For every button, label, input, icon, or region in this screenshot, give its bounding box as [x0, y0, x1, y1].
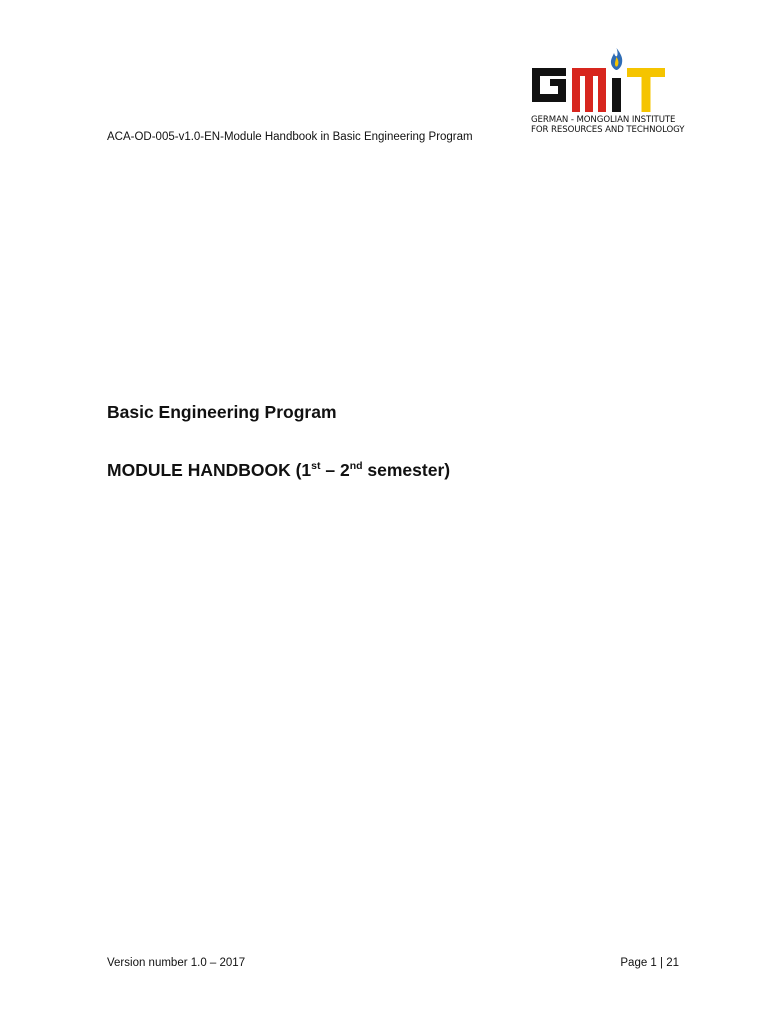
- subtitle-middle: – 2: [320, 460, 350, 480]
- page-number: Page 1 | 21: [620, 957, 679, 969]
- subtitle-prefix: MODULE HANDBOOK (1: [107, 460, 312, 480]
- version-number: Version number 1.0 – 2017: [107, 957, 246, 969]
- document-code: ACA-OD-005-v1.0-EN-Module Handbook in Basic Engineering Program: [107, 131, 473, 143]
- logo-tagline-line1: GERMAN - MONGOLIAN INSTITUTE: [531, 115, 676, 125]
- document-subtitle: [107, 460, 450, 481]
- subtitle-suffix: semester): [362, 460, 451, 480]
- logo-tagline: [531, 115, 684, 135]
- document-title: Basic Engineering Program: [107, 402, 337, 422]
- subtitle-sup-second: nd: [349, 460, 363, 472]
- subtitle-sup-first: st: [311, 460, 321, 472]
- logo-tagline-line2: FOR RESOURCES AND TECHNOLOGY: [531, 125, 685, 135]
